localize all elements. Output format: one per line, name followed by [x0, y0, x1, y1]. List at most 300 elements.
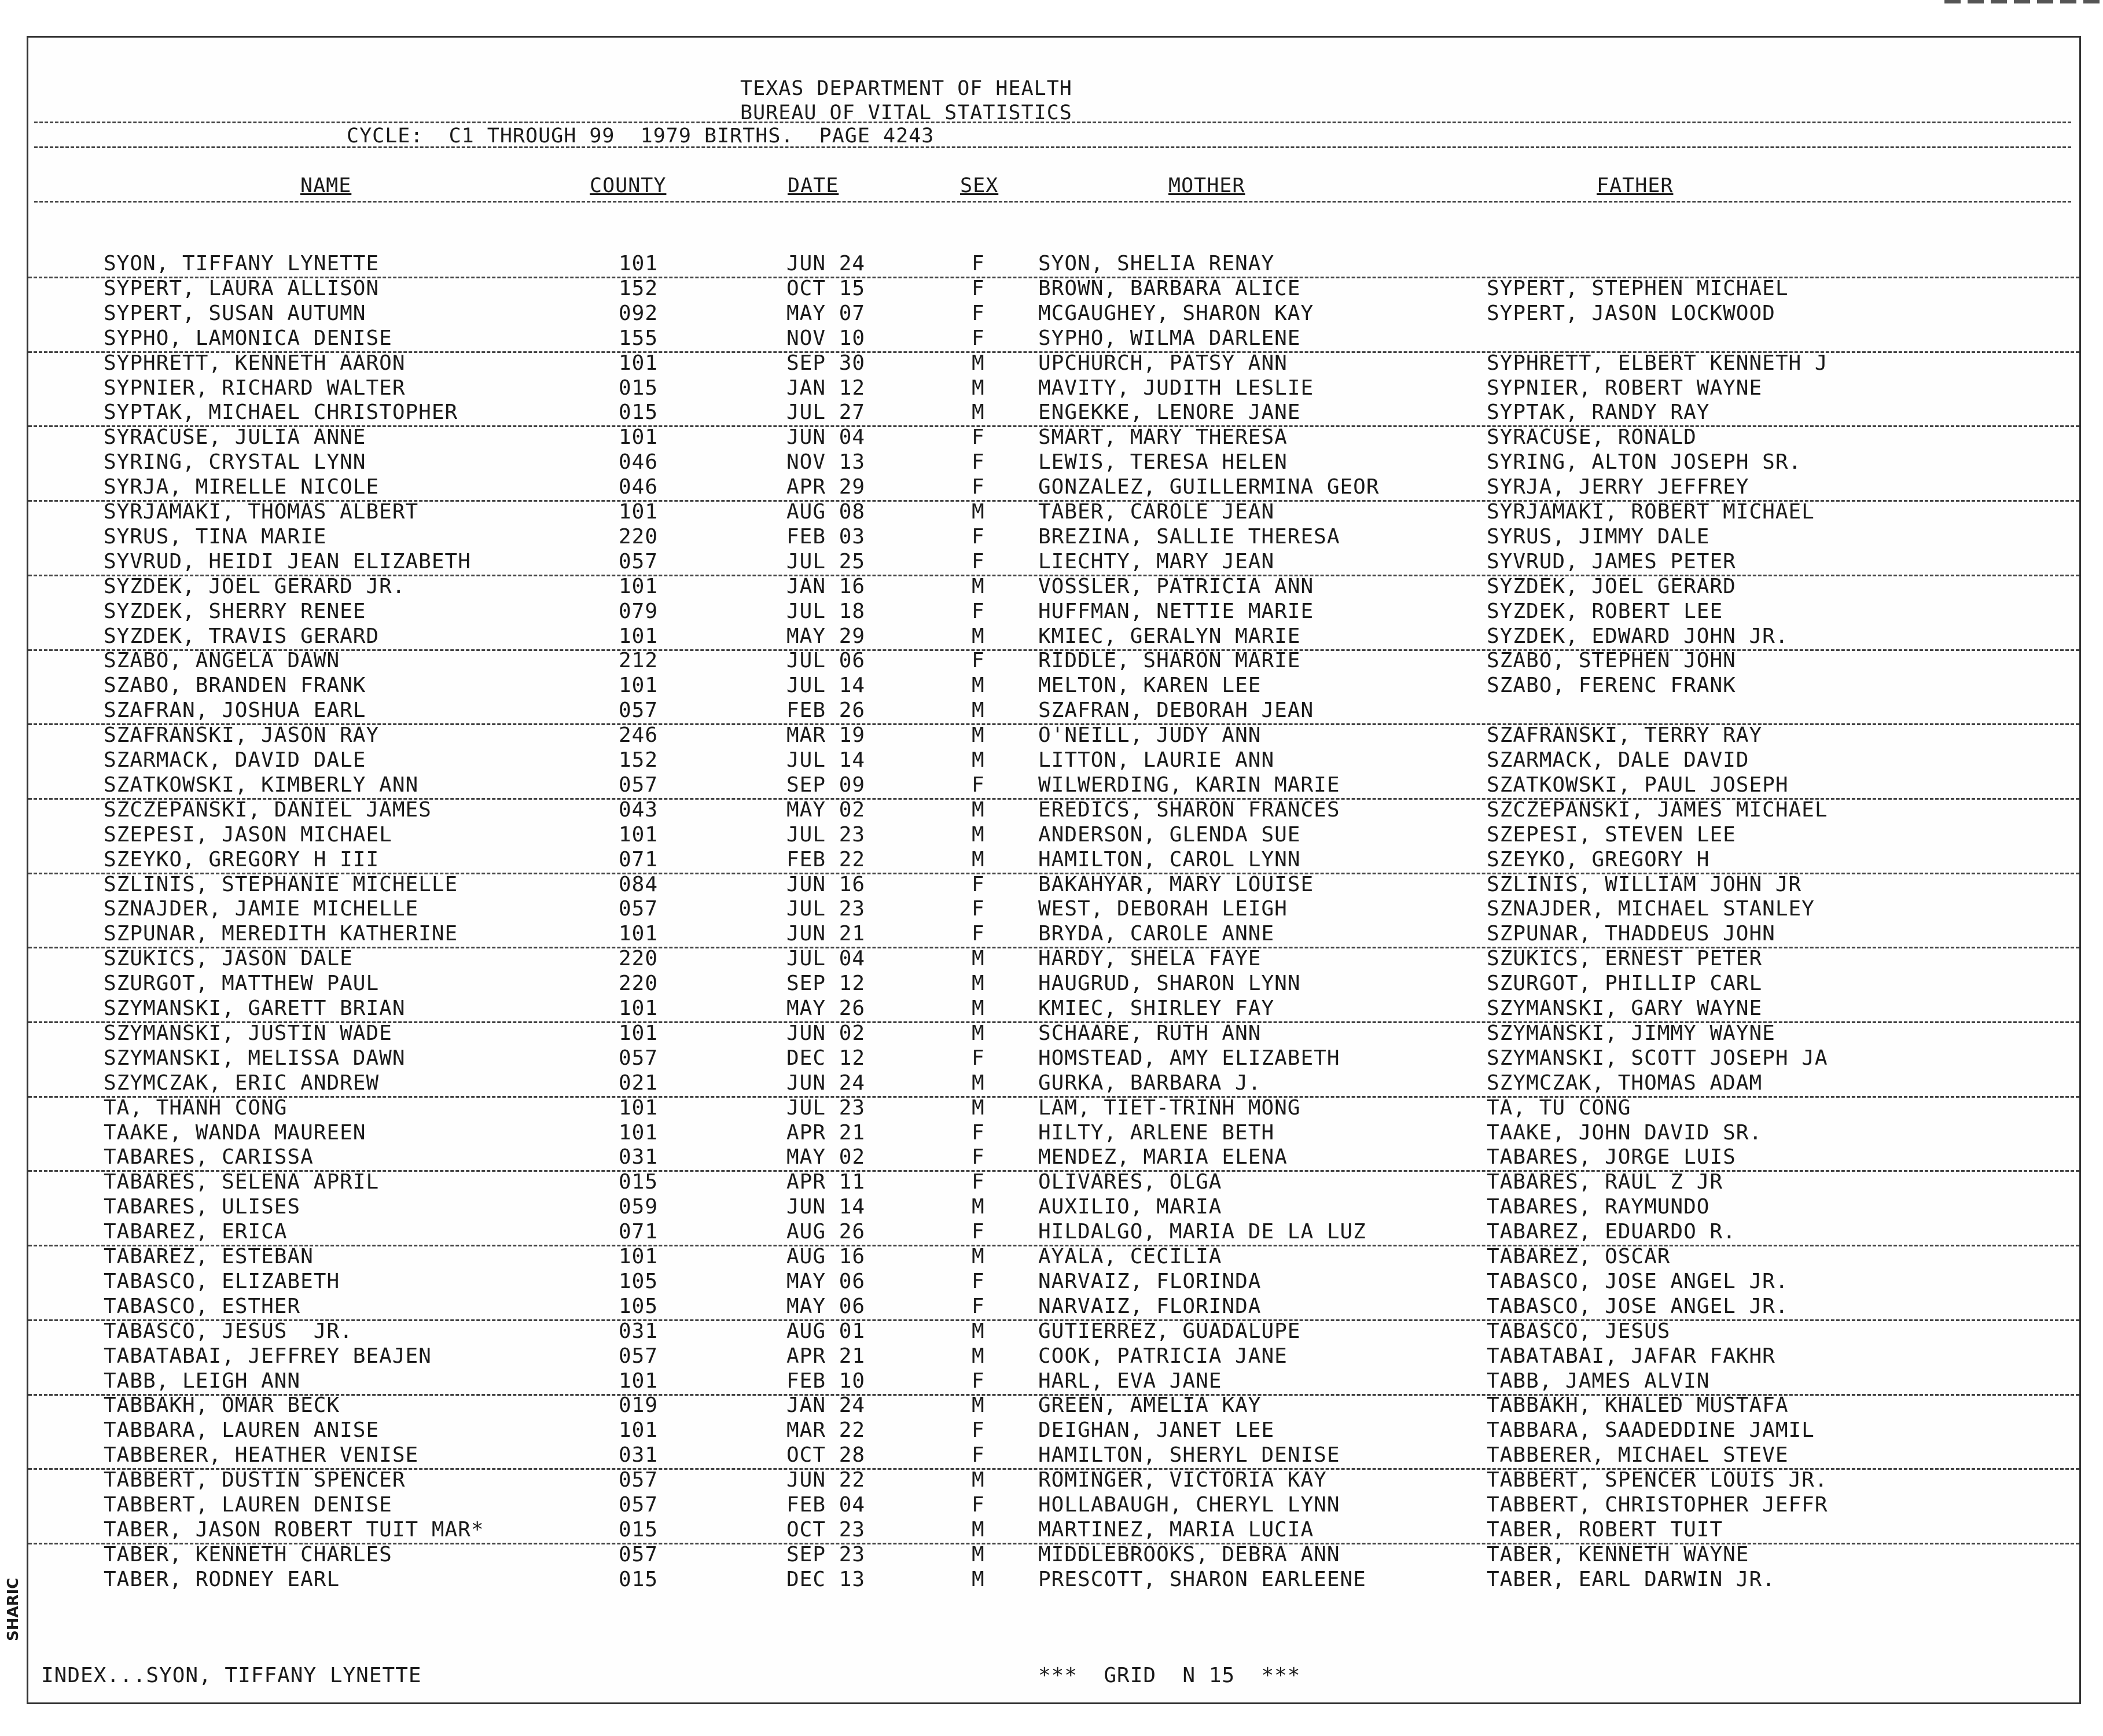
- record-mother: HAMILTON, CAROL LYNN: [1038, 847, 1301, 871]
- record-sex: F: [972, 1170, 985, 1194]
- record-date: MAY 02: [786, 1145, 866, 1169]
- record-mother: ENGEKKE, LENORE JANE: [1038, 400, 1301, 425]
- record-county: 105: [619, 1294, 659, 1318]
- record-name: SYZDEK, SHERRY RENEE: [104, 599, 366, 623]
- record-name: SYPERT, SUSAN AUTUMN: [104, 301, 366, 325]
- record-row: [28, 1071, 2079, 1098]
- record-father: SYVRUD, JAMES PETER: [1487, 549, 1736, 573]
- record-row: [28, 996, 2079, 1023]
- record-father: SZCZEPANSKI, JAMES MICHAEL: [1487, 797, 1828, 822]
- record-father: TAAKE, JOHN DAVID SR.: [1487, 1120, 1763, 1145]
- record-date: APR 29: [786, 475, 866, 499]
- record-row: [28, 1294, 2079, 1321]
- record-father: TABBERT, CHRISTOPHER JEFFR: [1487, 1493, 1828, 1517]
- record-mother: SCHAARE, RUTH ANN: [1038, 1021, 1262, 1045]
- record-county: 057: [619, 1468, 659, 1492]
- record-county: 019: [619, 1393, 659, 1418]
- column-header-name: NAME: [300, 174, 352, 197]
- record-date: JAN 24: [786, 1393, 866, 1418]
- record-mother: SYON, SHELIA RENAY: [1038, 252, 1275, 275]
- record-mother: MCGAUGHEY, SHARON KAY: [1038, 301, 1314, 325]
- record-county: 015: [619, 1517, 659, 1542]
- record-name: TABBERER, HEATHER VENISE: [104, 1443, 419, 1467]
- record-father: SZAFRANSKI, TERRY RAY: [1487, 723, 1763, 748]
- record-sex: M: [972, 1071, 985, 1095]
- record-county: 057: [619, 1542, 659, 1566]
- record-date: JUL 14: [786, 674, 866, 698]
- record-row: [28, 376, 2079, 401]
- record-county: 101: [619, 574, 659, 598]
- record-name: SYPNIER, RICHARD WALTER: [104, 376, 406, 400]
- record-mother: LEWIS, TERESA HELEN: [1038, 450, 1288, 475]
- record-name: SYON, TIFFANY LYNETTE: [104, 252, 380, 275]
- record-row: [28, 1121, 2079, 1146]
- record-sex: M: [972, 574, 985, 598]
- record-date: MAY 02: [786, 797, 866, 822]
- record-county: 031: [619, 1443, 659, 1467]
- record-father: SYZDEK, JOEL GERARD: [1487, 574, 1736, 598]
- record-name: SZLINIS, STEPHANIE MICHELLE: [104, 872, 458, 896]
- record-name: SYRING, CRYSTAL LYNN: [104, 450, 366, 475]
- record-sex: M: [972, 1319, 985, 1343]
- record-mother: WEST, DEBORAH LEIGH: [1038, 897, 1288, 921]
- record-date: JUL 23: [786, 822, 866, 847]
- record-sex: F: [972, 1443, 985, 1467]
- record-name: SYRACUSE, JULIA ANNE: [104, 425, 366, 450]
- record-mother: LITTON, LAURIE ANN: [1038, 748, 1275, 772]
- record-row: [28, 922, 2079, 948]
- record-date: AUG 26: [786, 1220, 866, 1244]
- record-sex: F: [972, 326, 985, 350]
- column-header-father: FATHER: [1597, 174, 1674, 197]
- record-county: 071: [619, 1220, 659, 1244]
- record-mother: ANDERSON, GLENDA SUE: [1038, 822, 1301, 847]
- record-sex: M: [972, 847, 985, 871]
- record-father: TABAREZ, EDUARDO R.: [1487, 1220, 1736, 1244]
- record-date: JUL 27: [786, 400, 866, 425]
- record-county: 101: [619, 822, 659, 847]
- record-row: [28, 525, 2079, 550]
- record-row: [28, 277, 2079, 301]
- record-sex: F: [972, 599, 985, 623]
- record-county: 155: [619, 326, 659, 350]
- record-county: 015: [619, 400, 659, 425]
- record-sex: F: [972, 1220, 985, 1244]
- record-date: DEC 13: [786, 1567, 866, 1591]
- record-mother: NARVAIZ, FLORINDA: [1038, 1294, 1262, 1318]
- record-sex: M: [972, 376, 985, 400]
- record-date: AUG 16: [786, 1245, 866, 1268]
- record-row: [28, 1468, 2079, 1493]
- record-sex: M: [972, 1344, 985, 1368]
- cycle-line: CYCLE: C1 THROUGH 99 1979 BIRTHS. PAGE 4243: [347, 124, 935, 148]
- record-name: TABBAKH, OMAR BECK: [104, 1393, 340, 1418]
- record-county: 101: [619, 624, 659, 648]
- record-date: APR 11: [786, 1170, 866, 1194]
- record-county: 057: [619, 897, 659, 921]
- record-sex: F: [972, 301, 985, 325]
- record-mother: SZAFRAN, DEBORAH JEAN: [1038, 698, 1314, 723]
- record-date: MAY 06: [786, 1269, 866, 1293]
- record-name: SZABO, ANGELA DAWN: [104, 649, 340, 673]
- record-mother: HARL, EVA JANE: [1038, 1369, 1222, 1393]
- record-sex: M: [972, 996, 985, 1020]
- record-father: TABAREZ, OSCAR: [1487, 1245, 1671, 1268]
- record-row: [28, 947, 2079, 972]
- record-row: [28, 674, 2079, 698]
- record-name: SYPHO, LAMONICA DENISE: [104, 326, 392, 350]
- record-row: [28, 1443, 2079, 1470]
- record-row: [28, 1543, 2079, 1568]
- record-mother: MENDEZ, MARIA ELENA: [1038, 1145, 1288, 1169]
- record-father: TABBERT, SPENCER LOUIS JR.: [1487, 1468, 1828, 1492]
- bureau-title: BUREAU OF VITAL STATISTICS: [740, 101, 1072, 124]
- record-county: 059: [619, 1195, 659, 1219]
- record-sex: M: [972, 1393, 985, 1418]
- record-county: 071: [619, 847, 659, 871]
- record-mother: EREDICS, SHARON FRANCES: [1038, 797, 1340, 822]
- record-mother: ROMINGER, VICTORIA KAY: [1038, 1468, 1327, 1492]
- record-county: 057: [619, 1046, 659, 1070]
- record-sex: F: [972, 897, 985, 921]
- record-sex: M: [972, 1468, 985, 1492]
- record-row: [28, 1568, 2079, 1592]
- record-name: TABARES, CARISSA: [104, 1145, 314, 1169]
- record-mother: MIDDLEBROOKS, DEBRA ANN: [1038, 1542, 1340, 1566]
- record-father: SZYMANSKI, GARY WAYNE: [1487, 996, 1763, 1020]
- record-date: SEP 09: [786, 773, 866, 797]
- record-date: MAR 19: [786, 723, 866, 748]
- record-row: [28, 873, 2079, 898]
- record-county: 212: [619, 649, 659, 673]
- record-mother: NARVAIZ, FLORINDA: [1038, 1269, 1262, 1293]
- record-sex: M: [972, 822, 985, 847]
- record-sex: F: [972, 276, 985, 300]
- record-name: SZAFRANSKI, JASON RAY: [104, 723, 380, 748]
- record-name: SZYMANSKI, MELISSA DAWN: [104, 1046, 406, 1070]
- record-name: SYZDEK, JOEL GERARD JR.: [104, 574, 406, 598]
- record-sex: M: [972, 1095, 985, 1120]
- record-county: 101: [619, 1369, 659, 1393]
- record-row: [28, 897, 2079, 922]
- record-mother: MAVITY, JUDITH LESLIE: [1038, 376, 1314, 400]
- record-mother: AYALA, CECILIA: [1038, 1245, 1222, 1268]
- index-label: INDEX...SYON, TIFFANY LYNETTE: [41, 1664, 422, 1687]
- record-row: [28, 748, 2079, 773]
- column-header-sex: SEX: [960, 174, 999, 197]
- record-row: [28, 550, 2079, 576]
- record-county: 101: [619, 674, 659, 698]
- record-row: [28, 1393, 2079, 1418]
- record-mother: MARTINEZ, MARIA LUCIA: [1038, 1517, 1314, 1542]
- record-county: 021: [619, 1071, 659, 1095]
- record-row: [28, 723, 2079, 748]
- record-name: SZPUNAR, MEREDITH KATHERINE: [104, 922, 458, 946]
- record-county: 046: [619, 475, 659, 499]
- record-row: [28, 500, 2079, 525]
- record-row: [28, 351, 2079, 376]
- record-date: JUL 18: [786, 599, 866, 623]
- record-name: TABBERT, DUSTIN SPENCER: [104, 1468, 406, 1492]
- record-county: 101: [619, 500, 659, 524]
- record-father: SZLINIS, WILLIAM JOHN JR: [1487, 872, 1802, 896]
- record-row: [28, 301, 2079, 326]
- record-name: SZEYKO, GREGORY H III: [104, 847, 380, 871]
- record-row: [28, 823, 2079, 848]
- record-name: TABASCO, JESUS JR.: [104, 1319, 353, 1343]
- record-mother: LAM, TIET-TRINH MONG: [1038, 1095, 1301, 1120]
- record-name: SZYMANSKI, JUSTIN WADE: [104, 1021, 392, 1045]
- record-sex: M: [972, 1567, 985, 1591]
- record-date: JUN 21: [786, 922, 866, 946]
- record-sex: M: [972, 1021, 985, 1045]
- record-father: SZURGOT, PHILLIP CARL: [1487, 972, 1763, 996]
- record-mother: HOLLABAUGH, CHERYL LYNN: [1038, 1493, 1340, 1517]
- record-name: SYRJAMAKI, THOMAS ALBERT: [104, 500, 419, 524]
- record-county: 057: [619, 1493, 659, 1517]
- record-date: JAN 12: [786, 376, 866, 400]
- record-county: 101: [619, 1245, 659, 1268]
- record-date: MAY 29: [786, 624, 866, 648]
- record-row: [28, 698, 2079, 725]
- record-mother: HAMILTON, SHERYL DENISE: [1038, 1443, 1340, 1467]
- record-name: SZCZEPANSKI, DANIEL JAMES: [104, 797, 432, 822]
- record-date: JUN 04: [786, 425, 866, 450]
- record-father: SZABO, FERENC FRANK: [1487, 674, 1736, 698]
- record-father: SZABO, STEPHEN JOHN: [1487, 649, 1736, 673]
- record-county: 079: [619, 599, 659, 623]
- record-row: [28, 1245, 2079, 1270]
- record-name: SYRUS, TINA MARIE: [104, 524, 327, 549]
- record-county: 046: [619, 450, 659, 475]
- record-father: SZYMANSKI, SCOTT JOSEPH JA: [1487, 1046, 1828, 1070]
- record-mother: LIECHTY, MARY JEAN: [1038, 549, 1275, 573]
- record-mother: WILWERDING, KARIN MARIE: [1038, 773, 1340, 797]
- record-mother: MELTON, KAREN LEE: [1038, 674, 1262, 698]
- record-sex: F: [972, 1046, 985, 1070]
- record-county: 084: [619, 872, 659, 896]
- record-mother: PRESCOTT, SHARON EARLEENE: [1038, 1567, 1366, 1591]
- record-father: SZEYKO, GREGORY H: [1487, 847, 1710, 871]
- record-father: SZARMACK, DALE DAVID: [1487, 748, 1749, 772]
- record-sex: F: [972, 1120, 985, 1145]
- record-name: SYRJA, MIRELLE NICOLE: [104, 475, 380, 499]
- record-mother: GREEN, AMELIA KAY: [1038, 1393, 1262, 1418]
- record-mother: BRYDA, CAROLE ANNE: [1038, 922, 1275, 946]
- record-name: SZABO, BRANDEN FRANK: [104, 674, 366, 698]
- record-mother: OLIVARES, OLGA: [1038, 1170, 1222, 1194]
- record-mother: DEIGHAN, JANET LEE: [1038, 1418, 1275, 1443]
- record-date: JUN 14: [786, 1195, 866, 1219]
- grid-label: *** GRID N 15 ***: [1038, 1664, 1301, 1687]
- record-date: NOV 10: [786, 326, 866, 350]
- record-father: SYRING, ALTON JOSEPH SR.: [1487, 450, 1802, 475]
- record-mother: HARDY, SHELA FAYE: [1038, 947, 1262, 971]
- column-header-date: DATE: [788, 174, 839, 197]
- record-row: [28, 1344, 2079, 1369]
- record-date: AUG 01: [786, 1319, 866, 1343]
- record-name: SZUKICS, JASON DALE: [104, 947, 353, 971]
- record-date: APR 21: [786, 1120, 866, 1145]
- records-list: [28, 38, 2079, 1702]
- record-mother: UPCHURCH, PATSY ANN: [1038, 351, 1288, 375]
- record-county: 101: [619, 1418, 659, 1443]
- record-row: [28, 1518, 2079, 1544]
- record-father: SYPERT, JASON LOCKWOOD: [1487, 301, 1775, 325]
- department-title: TEXAS DEPARTMENT OF HEALTH: [740, 77, 1072, 100]
- record-mother: GUTIERREZ, GUADALUPE: [1038, 1319, 1301, 1343]
- record-sex: F: [972, 649, 985, 673]
- record-date: OCT 23: [786, 1517, 866, 1542]
- record-county: 246: [619, 723, 659, 748]
- record-row: [28, 575, 2079, 599]
- record-date: MAR 22: [786, 1418, 866, 1443]
- record-mother: BROWN, BARBARA ALICE: [1038, 276, 1301, 300]
- record-father: SYPNIER, ROBERT WAYNE: [1487, 376, 1763, 400]
- record-father: TABBARA, SAADEDDINE JAMIL: [1487, 1418, 1815, 1443]
- record-father: TABARES, RAUL Z JR: [1487, 1170, 1723, 1194]
- record-name: TABBARA, LAUREN ANISE: [104, 1418, 380, 1443]
- record-father: TABER, EARL DARWIN JR.: [1487, 1567, 1775, 1591]
- record-mother: KMIEC, GERALYN MARIE: [1038, 624, 1301, 648]
- record-sex: M: [972, 351, 985, 375]
- record-name: TABBERT, LAUREN DENISE: [104, 1493, 392, 1517]
- record-name: SYVRUD, HEIDI JEAN ELIZABETH: [104, 549, 471, 573]
- record-date: SEP 23: [786, 1542, 866, 1566]
- record-mother: GONZALEZ, GUILLERMINA GEOR: [1038, 475, 1380, 499]
- record-county: 031: [619, 1319, 659, 1343]
- record-father: TABER, KENNETH WAYNE: [1487, 1542, 1749, 1566]
- record-county: 220: [619, 947, 659, 971]
- record-father: SYZDEK, EDWARD JOHN JR.: [1487, 624, 1789, 648]
- record-row: [28, 972, 2079, 996]
- record-mother: BAKAHYAR, MARY LOUISE: [1038, 872, 1314, 896]
- record-row: [28, 1220, 2079, 1246]
- record-county: 101: [619, 425, 659, 450]
- record-father: TABARES, RAYMUNDO: [1487, 1195, 1710, 1219]
- record-row: [28, 425, 2079, 450]
- record-date: JUN 24: [786, 252, 866, 275]
- record-row: [28, 773, 2079, 800]
- record-row: [28, 1319, 2079, 1344]
- record-father: TABASCO, JOSE ANGEL JR.: [1487, 1294, 1789, 1318]
- record-county: 152: [619, 748, 659, 772]
- record-sex: M: [972, 624, 985, 648]
- record-name: TABER, RODNEY EARL: [104, 1567, 340, 1591]
- record-father: SYPTAK, RANDY RAY: [1487, 400, 1710, 425]
- record-name: SYZDEK, TRAVIS GERARD: [104, 624, 380, 648]
- record-county: 220: [619, 524, 659, 549]
- record-county: 031: [619, 1145, 659, 1169]
- record-row: [28, 1493, 2079, 1518]
- record-date: JUL 06: [786, 649, 866, 673]
- record-father: TABARES, JORGE LUIS: [1487, 1145, 1736, 1169]
- record-sex: M: [972, 1195, 985, 1219]
- record-row: [28, 1418, 2079, 1443]
- record-date: FEB 10: [786, 1369, 866, 1393]
- record-mother: GURKA, BARBARA J.: [1038, 1071, 1262, 1095]
- record-sex: F: [972, 872, 985, 896]
- record-sex: F: [972, 773, 985, 797]
- record-county: 101: [619, 351, 659, 375]
- record-date: MAY 07: [786, 301, 866, 325]
- record-father: SZNAJDER, MICHAEL STANLEY: [1487, 897, 1815, 921]
- record-sex: M: [972, 1542, 985, 1566]
- record-date: JUL 23: [786, 1095, 866, 1120]
- record-county: 101: [619, 922, 659, 946]
- record-county: 015: [619, 1567, 659, 1591]
- record-name: TABASCO, ESTHER: [104, 1294, 301, 1318]
- record-county: 101: [619, 996, 659, 1020]
- record-mother: KMIEC, SHIRLEY FAY: [1038, 996, 1275, 1020]
- record-father: TABBERER, MICHAEL STEVE: [1487, 1443, 1789, 1467]
- record-county: 057: [619, 773, 659, 797]
- record-father: TABBAKH, KHALED MUSTAFA: [1487, 1393, 1789, 1418]
- record-county: 101: [619, 1120, 659, 1145]
- record-date: OCT 28: [786, 1443, 866, 1467]
- record-sex: F: [972, 549, 985, 573]
- record-row: [28, 1369, 2079, 1396]
- record-father: TABB, JAMES ALVIN: [1487, 1369, 1710, 1393]
- record-name: SZNAJDER, JAMIE MICHELLE: [104, 897, 419, 921]
- record-sex: F: [972, 425, 985, 450]
- record-sex: F: [972, 475, 985, 499]
- record-county: 015: [619, 1170, 659, 1194]
- record-date: JUL 04: [786, 947, 866, 971]
- record-father: TABER, ROBERT TUIT: [1487, 1517, 1723, 1542]
- record-row: [28, 475, 2079, 502]
- record-name: TABARES, SELENA APRIL: [104, 1170, 380, 1194]
- record-father: TABASCO, JOSE ANGEL JR.: [1487, 1269, 1789, 1293]
- record-sex: M: [972, 972, 985, 996]
- record-mother: O'NEILL, JUDY ANN: [1038, 723, 1262, 748]
- record-name: SZYMCZAK, ERIC ANDREW: [104, 1071, 380, 1095]
- birth-index-sheet: [27, 36, 2081, 1704]
- record-father: SZUKICS, ERNEST PETER: [1487, 947, 1763, 971]
- record-name: TABB, LEIGH ANN: [104, 1369, 301, 1393]
- record-county: 015: [619, 376, 659, 400]
- record-sex: M: [972, 674, 985, 698]
- record-sex: M: [972, 1517, 985, 1542]
- record-row: [28, 326, 2079, 353]
- record-sex: F: [972, 1294, 985, 1318]
- record-mother: HILDALGO, MARIA DE LA LUZ: [1038, 1220, 1366, 1244]
- record-date: FEB 04: [786, 1493, 866, 1517]
- record-date: APR 21: [786, 1344, 866, 1368]
- record-sex: F: [972, 1493, 985, 1517]
- record-sex: F: [972, 1369, 985, 1393]
- record-father: SZATKOWSKI, PAUL JOSEPH: [1487, 773, 1789, 797]
- record-name: TABARES, ULISES: [104, 1195, 301, 1219]
- record-name: TABER, JASON ROBERT TUIT MAR*: [104, 1517, 484, 1542]
- record-father: SYRJAMAKI, ROBERT MICHAEL: [1487, 500, 1815, 524]
- record-date: DEC 12: [786, 1046, 866, 1070]
- record-father: SYZDEK, ROBERT LEE: [1487, 599, 1723, 623]
- record-row: [28, 624, 2079, 651]
- column-header-mother: MOTHER: [1168, 174, 1245, 197]
- record-date: AUG 08: [786, 500, 866, 524]
- record-name: SYPHRETT, KENNETH AARON: [104, 351, 406, 375]
- record-mother: SMART, MARY THERESA: [1038, 425, 1288, 450]
- record-sex: M: [972, 723, 985, 748]
- record-sex: F: [972, 252, 985, 275]
- record-row: [28, 599, 2079, 624]
- record-name: SZYMANSKI, GARETT BRIAN: [104, 996, 406, 1020]
- record-sex: F: [972, 922, 985, 946]
- record-father: SYPHRETT, ELBERT KENNETH J: [1487, 351, 1828, 375]
- record-father: SYRACUSE, RONALD: [1487, 425, 1697, 450]
- record-name: TAAKE, WANDA MAUREEN: [104, 1120, 366, 1145]
